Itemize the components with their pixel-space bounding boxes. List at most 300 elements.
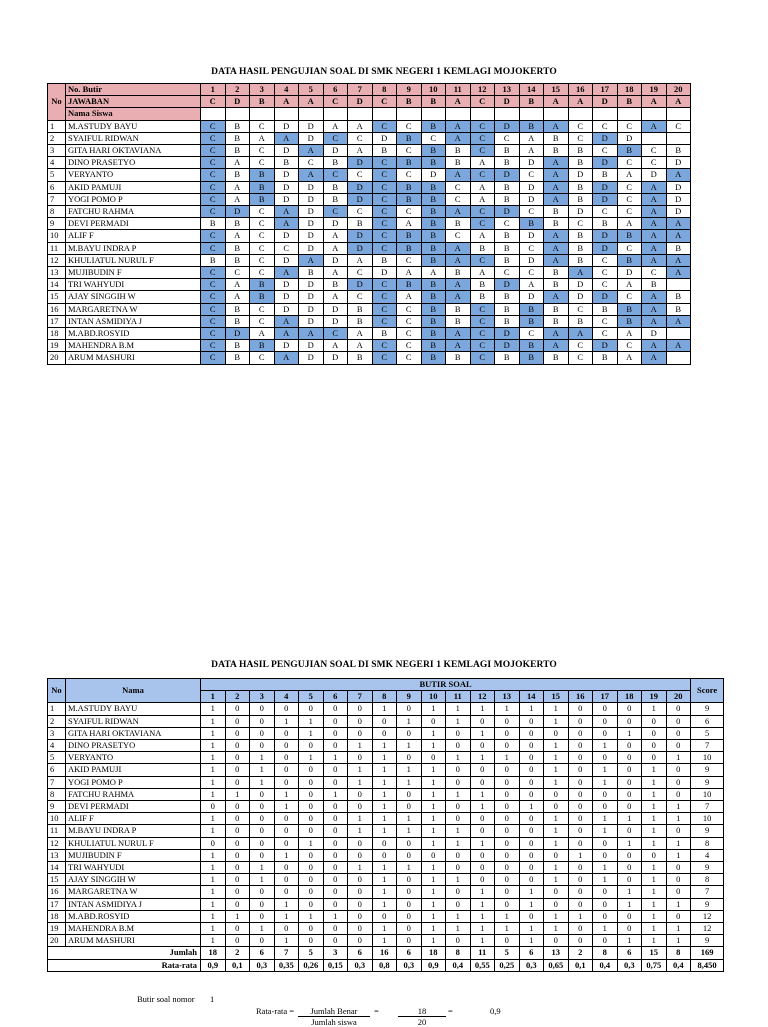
student-name: M.ABD.ROSYID xyxy=(66,910,201,922)
answer-cell: D xyxy=(323,303,348,315)
score-cell: 0 xyxy=(250,886,275,898)
student-name: GITA HARI OKTAVIANA xyxy=(66,727,201,739)
score-cell: 0 xyxy=(593,935,618,947)
score-cell: 0 xyxy=(323,886,348,898)
score-cell: 1 xyxy=(201,910,226,922)
jumlah-cell: 3 xyxy=(323,947,348,959)
score-cell: 1 xyxy=(470,703,495,715)
answer-cell: C xyxy=(372,157,397,169)
student-name: MUJIBUDIN F xyxy=(66,849,201,861)
score-cell: 1 xyxy=(470,886,495,898)
answer-cell: C xyxy=(446,181,471,193)
item-number: 2 xyxy=(225,691,250,703)
score-cell: 0 xyxy=(250,849,275,861)
item-number: 10 xyxy=(421,691,446,703)
score-cell: 0 xyxy=(568,862,593,874)
item-number: 19 xyxy=(642,691,667,703)
score-cell: 0 xyxy=(470,862,495,874)
score-cell: 1 xyxy=(593,813,618,825)
jumlah-cell: 18 xyxy=(201,947,226,959)
score-cell: 1 xyxy=(250,862,275,874)
student-row xyxy=(48,230,691,242)
answer-cell: B xyxy=(617,230,642,242)
answer-cell: A xyxy=(348,254,373,266)
score-cell: 0 xyxy=(348,923,373,935)
row-number: 2 xyxy=(48,132,66,144)
score-cell: 1 xyxy=(642,825,667,837)
answer-cell: D xyxy=(299,193,324,205)
jumlah-cell: 6 xyxy=(250,947,275,959)
score-cell: 0 xyxy=(397,727,422,739)
score-cell: 0 xyxy=(568,935,593,947)
student-name: SYAIFUL RIDWAN xyxy=(66,715,201,727)
answer-cell: B xyxy=(519,315,544,327)
score-cell: 0 xyxy=(274,727,299,739)
row-number: 13 xyxy=(48,849,66,861)
score-cell: 1 xyxy=(446,910,471,922)
rata-cell: 0,9 xyxy=(201,959,226,971)
score-cell: 0 xyxy=(299,764,324,776)
score-cell: 1 xyxy=(666,752,691,764)
answer-cell: A xyxy=(397,267,422,279)
rata-cell: 0,3 xyxy=(397,959,422,971)
answer-cell: A xyxy=(323,120,348,132)
score-cell: 0 xyxy=(323,801,348,813)
score-cell: 1 xyxy=(544,752,569,764)
answer-cell: D xyxy=(348,157,373,169)
total-score: 8 xyxy=(691,837,724,849)
score-cell: 1 xyxy=(348,740,373,752)
score-cell: 1 xyxy=(299,910,324,922)
answer-cell: B xyxy=(568,230,593,242)
answer-cell: C xyxy=(201,169,226,181)
student-row xyxy=(48,315,691,327)
score-cell: 0 xyxy=(495,740,520,752)
row-number: 6 xyxy=(48,764,66,776)
answer-cell: B xyxy=(568,157,593,169)
score-cell: 1 xyxy=(470,788,495,800)
score-cell: 0 xyxy=(348,849,373,861)
answer-key: A xyxy=(666,96,691,108)
score-cell: 1 xyxy=(225,788,250,800)
score-cell: 0 xyxy=(617,801,642,813)
answer-cell: D xyxy=(274,254,299,266)
rata-cell: 0,35 xyxy=(274,959,299,971)
answer-cell: C xyxy=(617,206,642,218)
answer-cell: B xyxy=(421,157,446,169)
score-cell: 1 xyxy=(470,910,495,922)
answer-cell: A xyxy=(544,169,569,181)
answer-cell: A xyxy=(274,218,299,230)
answer-cell: D xyxy=(299,230,324,242)
empty-cell xyxy=(250,108,275,120)
answer-cell: D xyxy=(642,169,667,181)
row-number: 4 xyxy=(48,740,66,752)
score-cell: 1 xyxy=(446,923,471,935)
answer-cell: B xyxy=(495,254,520,266)
score-cell: 0 xyxy=(323,764,348,776)
answer-cell: C xyxy=(666,120,691,132)
score-cell: 0 xyxy=(446,935,471,947)
score-cell: 1 xyxy=(544,825,569,837)
note-den-value: 20 xyxy=(417,1017,427,1027)
score-cell: 1 xyxy=(593,862,618,874)
answer-cell: D xyxy=(593,230,618,242)
answer-cell: B xyxy=(446,218,471,230)
score-cell: 0 xyxy=(323,715,348,727)
empty-cell xyxy=(421,108,446,120)
score-cell: 1 xyxy=(372,923,397,935)
answer-cell: C xyxy=(372,181,397,193)
row-number: 11 xyxy=(48,242,66,254)
answer-cell: A xyxy=(323,267,348,279)
student-name: MAHENDRA B.M xyxy=(66,340,201,352)
answer-cell: A xyxy=(323,291,348,303)
score-cell: 0 xyxy=(323,923,348,935)
score-cell: 1 xyxy=(299,727,324,739)
col-no-header: No xyxy=(48,84,66,121)
answer-cell: C xyxy=(495,267,520,279)
score-cell: 0 xyxy=(397,837,422,849)
answer-cell: C xyxy=(470,340,495,352)
student-row xyxy=(48,279,691,291)
answer-cell: B xyxy=(323,279,348,291)
answer-cell: C xyxy=(617,181,642,193)
answer-cell: D xyxy=(299,279,324,291)
score-cell: 0 xyxy=(397,801,422,813)
score-cell: 0 xyxy=(666,862,691,874)
table1-title: DATA HASIL PENGUJIAN SOAL DI SMK NEGERI 1 KEMLAGI MOJOKERTO xyxy=(211,67,557,77)
answer-cell: A xyxy=(348,145,373,157)
total-score: 10 xyxy=(691,813,724,825)
answer-cell: A xyxy=(470,157,495,169)
score-cell: 0 xyxy=(666,788,691,800)
answer-cell: C xyxy=(593,267,618,279)
answer-cell: C xyxy=(348,169,373,181)
score-cell: 0 xyxy=(299,776,324,788)
score-cell: 0 xyxy=(495,874,520,886)
student-row xyxy=(48,703,724,715)
row-number: 9 xyxy=(48,801,66,813)
score-cell: 1 xyxy=(421,862,446,874)
score-cell: 1 xyxy=(372,935,397,947)
score-cell: 0 xyxy=(617,764,642,776)
student-name: AJAY SINGGIH W xyxy=(66,291,201,303)
row-number: 15 xyxy=(48,874,66,886)
score-cell: 0 xyxy=(397,886,422,898)
answer-cell: A xyxy=(617,169,642,181)
score-cell: 0 xyxy=(568,886,593,898)
answer-cell: A xyxy=(519,145,544,157)
score-cell: 1 xyxy=(642,764,667,776)
score-cell: 0 xyxy=(666,825,691,837)
answer-cell: C xyxy=(397,352,422,364)
student-name: AKID PAMUJI xyxy=(66,181,201,193)
score-cell: 1 xyxy=(201,703,226,715)
answer-cell: B xyxy=(421,340,446,352)
score-cell: 0 xyxy=(617,874,642,886)
answer-cell: C xyxy=(397,315,422,327)
answer-cell: C xyxy=(617,340,642,352)
score-cell: 0 xyxy=(617,849,642,861)
item-number: 1 xyxy=(201,84,226,96)
rata-cell: 0,15 xyxy=(323,959,348,971)
student-name: ALIF F xyxy=(66,230,201,242)
score-cell: 0 xyxy=(299,788,324,800)
answer-cell: A xyxy=(299,328,324,340)
score-cell: 0 xyxy=(274,874,299,886)
score-cell: 0 xyxy=(617,862,642,874)
total-score: 10 xyxy=(691,788,724,800)
row-number: 20 xyxy=(48,935,66,947)
answer-cell: C xyxy=(323,206,348,218)
answer-cell: C xyxy=(446,230,471,242)
score-cell: 0 xyxy=(666,910,691,922)
answer-cell: A xyxy=(470,181,495,193)
jumlah-total: 169 xyxy=(691,947,724,959)
score-cell: 1 xyxy=(372,862,397,874)
score-cell: 0 xyxy=(568,813,593,825)
answer-cell: B xyxy=(421,352,446,364)
score-cell: 0 xyxy=(299,849,324,861)
score-cell: 0 xyxy=(519,740,544,752)
score-cell: 0 xyxy=(250,825,275,837)
item-number: 7 xyxy=(348,691,373,703)
answer-cell: B xyxy=(225,303,250,315)
score-cell: 1 xyxy=(421,813,446,825)
answers-table xyxy=(47,83,691,365)
answer-cell: C xyxy=(568,132,593,144)
answer-cell: C xyxy=(519,267,544,279)
answer-cell: A xyxy=(299,145,324,157)
score-cell: 1 xyxy=(421,727,446,739)
row-number: 15 xyxy=(48,291,66,303)
answer-cell: A xyxy=(544,181,569,193)
answer-cell xyxy=(642,132,667,144)
answer-cell xyxy=(666,279,691,291)
answer-cell: B xyxy=(421,328,446,340)
score-cell: 1 xyxy=(421,776,446,788)
score-cell: 0 xyxy=(544,849,569,861)
score-cell: 1 xyxy=(397,862,422,874)
score-cell: 0 xyxy=(397,849,422,861)
col-score-header: Score xyxy=(691,679,724,703)
score-cell: 1 xyxy=(470,752,495,764)
answer-cell: C xyxy=(397,145,422,157)
empty-cell xyxy=(593,108,618,120)
score-cell: 0 xyxy=(323,825,348,837)
student-name: DEVI PERMADI xyxy=(66,218,201,230)
score-cell: 0 xyxy=(446,801,471,813)
total-score: 7 xyxy=(691,801,724,813)
score-cell: 0 xyxy=(568,825,593,837)
score-cell: 1 xyxy=(372,874,397,886)
answer-cell: B xyxy=(397,193,422,205)
total-score: 7 xyxy=(691,886,724,898)
score-cell: 0 xyxy=(446,898,471,910)
score-cell: 0 xyxy=(250,837,275,849)
row-number: 14 xyxy=(48,862,66,874)
row-number: 8 xyxy=(48,788,66,800)
item-number: 2 xyxy=(225,84,250,96)
score-cell: 0 xyxy=(225,923,250,935)
answer-key: A xyxy=(544,96,569,108)
student-row xyxy=(48,145,691,157)
score-cell: 0 xyxy=(617,788,642,800)
answer-cell: A xyxy=(642,193,667,205)
item-number: 16 xyxy=(568,84,593,96)
score-cell: 0 xyxy=(225,740,250,752)
empty-cell xyxy=(495,108,520,120)
answer-cell: C xyxy=(470,352,495,364)
score-cell: 0 xyxy=(372,715,397,727)
answer-cell: A xyxy=(225,181,250,193)
answer-cell: C xyxy=(397,303,422,315)
answer-cell: B xyxy=(372,145,397,157)
answer-cell: B xyxy=(470,279,495,291)
student-row xyxy=(48,267,691,279)
answer-cell: B xyxy=(470,291,495,303)
answer-cell xyxy=(666,132,691,144)
answer-cell: C xyxy=(642,145,667,157)
student-name: ARUM MASHURI xyxy=(66,352,201,364)
answer-cell: C xyxy=(397,328,422,340)
score-cell: 1 xyxy=(250,874,275,886)
note-numerator: Jumlah Benar xyxy=(298,1006,370,1017)
score-cell: 1 xyxy=(642,776,667,788)
score-cell: 0 xyxy=(495,727,520,739)
score-cell: 0 xyxy=(495,715,520,727)
row-number: 18 xyxy=(48,910,66,922)
row-number: 20 xyxy=(48,352,66,364)
score-cell: 0 xyxy=(568,752,593,764)
answer-cell: B xyxy=(495,230,520,242)
score-cell: 0 xyxy=(495,776,520,788)
score-cell: 0 xyxy=(323,740,348,752)
item-number: 18 xyxy=(617,84,642,96)
score-cell: 0 xyxy=(225,764,250,776)
answer-cell: D xyxy=(642,328,667,340)
row-number: 3 xyxy=(48,727,66,739)
answer-cell: A xyxy=(299,254,324,266)
rata-row xyxy=(48,959,724,971)
jumlah-row xyxy=(48,947,724,959)
table2-title: DATA HASIL PENGUJIAN SOAL DI SMK NEGERI 1 KEMLAGI MOJOKERTO xyxy=(211,660,557,670)
score-cell: 0 xyxy=(225,801,250,813)
answer-cell: B xyxy=(495,303,520,315)
answer-cell: C xyxy=(201,181,226,193)
score-cell: 1 xyxy=(397,813,422,825)
answer-cell: D xyxy=(519,230,544,242)
row-number: 16 xyxy=(48,303,66,315)
answer-cell: B xyxy=(421,206,446,218)
score-cell: 0 xyxy=(666,715,691,727)
answer-cell: C xyxy=(250,242,275,254)
student-name: VERYANTO xyxy=(66,169,201,181)
empty-cell xyxy=(201,108,226,120)
score-cell: 0 xyxy=(495,886,520,898)
score-cell: 1 xyxy=(642,886,667,898)
answer-cell: A xyxy=(446,279,471,291)
answer-cell: C xyxy=(372,279,397,291)
score-cell: 0 xyxy=(519,764,544,776)
score-cell: 0 xyxy=(470,740,495,752)
score-cell: 1 xyxy=(201,862,226,874)
student-name: VERYANTO xyxy=(66,752,201,764)
answer-cell: A xyxy=(274,267,299,279)
item-number: 10 xyxy=(421,84,446,96)
student-name: FATCHU RAHMA xyxy=(66,788,201,800)
student-row xyxy=(48,813,724,825)
note-butir-value: 1 xyxy=(210,994,215,1004)
answer-cell: A xyxy=(446,242,471,254)
answer-cell: A xyxy=(348,340,373,352)
answer-cell: B xyxy=(593,218,618,230)
score-cell: 0 xyxy=(225,886,250,898)
note-num-value: 18 xyxy=(398,1006,446,1017)
answer-cell: B xyxy=(397,230,422,242)
item-number: 15 xyxy=(544,84,569,96)
answer-cell: D xyxy=(348,279,373,291)
score-cell: 1 xyxy=(495,910,520,922)
answer-cell: D xyxy=(274,303,299,315)
rata-cell: 0,8 xyxy=(372,959,397,971)
answer-cell: A xyxy=(323,242,348,254)
score-cell: 1 xyxy=(201,849,226,861)
score-cell: 1 xyxy=(666,898,691,910)
answer-key: C xyxy=(470,96,495,108)
answer-cell: B xyxy=(568,315,593,327)
score-cell: 0 xyxy=(495,837,520,849)
score-cell: 0 xyxy=(299,935,324,947)
item-number: 13 xyxy=(495,84,520,96)
score-cell: 1 xyxy=(421,740,446,752)
score-cell: 0 xyxy=(568,740,593,752)
score-cell: 0 xyxy=(299,703,324,715)
student-row xyxy=(48,874,724,886)
score-cell: 1 xyxy=(274,715,299,727)
score-cell: 1 xyxy=(201,740,226,752)
answer-cell: C xyxy=(642,267,667,279)
answer-cell: A xyxy=(274,206,299,218)
score-cell: 0 xyxy=(250,910,275,922)
score-cell: 0 xyxy=(274,764,299,776)
answer-key: B xyxy=(617,96,642,108)
answer-cell: C xyxy=(250,315,275,327)
answer-cell: A xyxy=(544,242,569,254)
score-cell: 0 xyxy=(568,898,593,910)
score-cell: 1 xyxy=(201,776,226,788)
score-cell: 0 xyxy=(544,727,569,739)
answer-cell: B xyxy=(225,352,250,364)
student-row xyxy=(48,862,724,874)
item-number: 8 xyxy=(372,84,397,96)
student-name: FATCHU RAHMA xyxy=(66,206,201,218)
score-cell: 1 xyxy=(372,801,397,813)
score-cell: 0 xyxy=(421,715,446,727)
student-name: INTAN ASMIDIYA J xyxy=(66,898,201,910)
answer-cell: D xyxy=(372,267,397,279)
answer-cell: B xyxy=(348,218,373,230)
score-cell: 0 xyxy=(372,837,397,849)
score-cell: 0 xyxy=(593,849,618,861)
score-cell: 0 xyxy=(372,910,397,922)
score-cell: 1 xyxy=(642,837,667,849)
score-cell: 1 xyxy=(201,788,226,800)
answer-cell: B xyxy=(617,145,642,157)
answer-cell: D xyxy=(225,206,250,218)
answer-cell: C xyxy=(201,132,226,144)
